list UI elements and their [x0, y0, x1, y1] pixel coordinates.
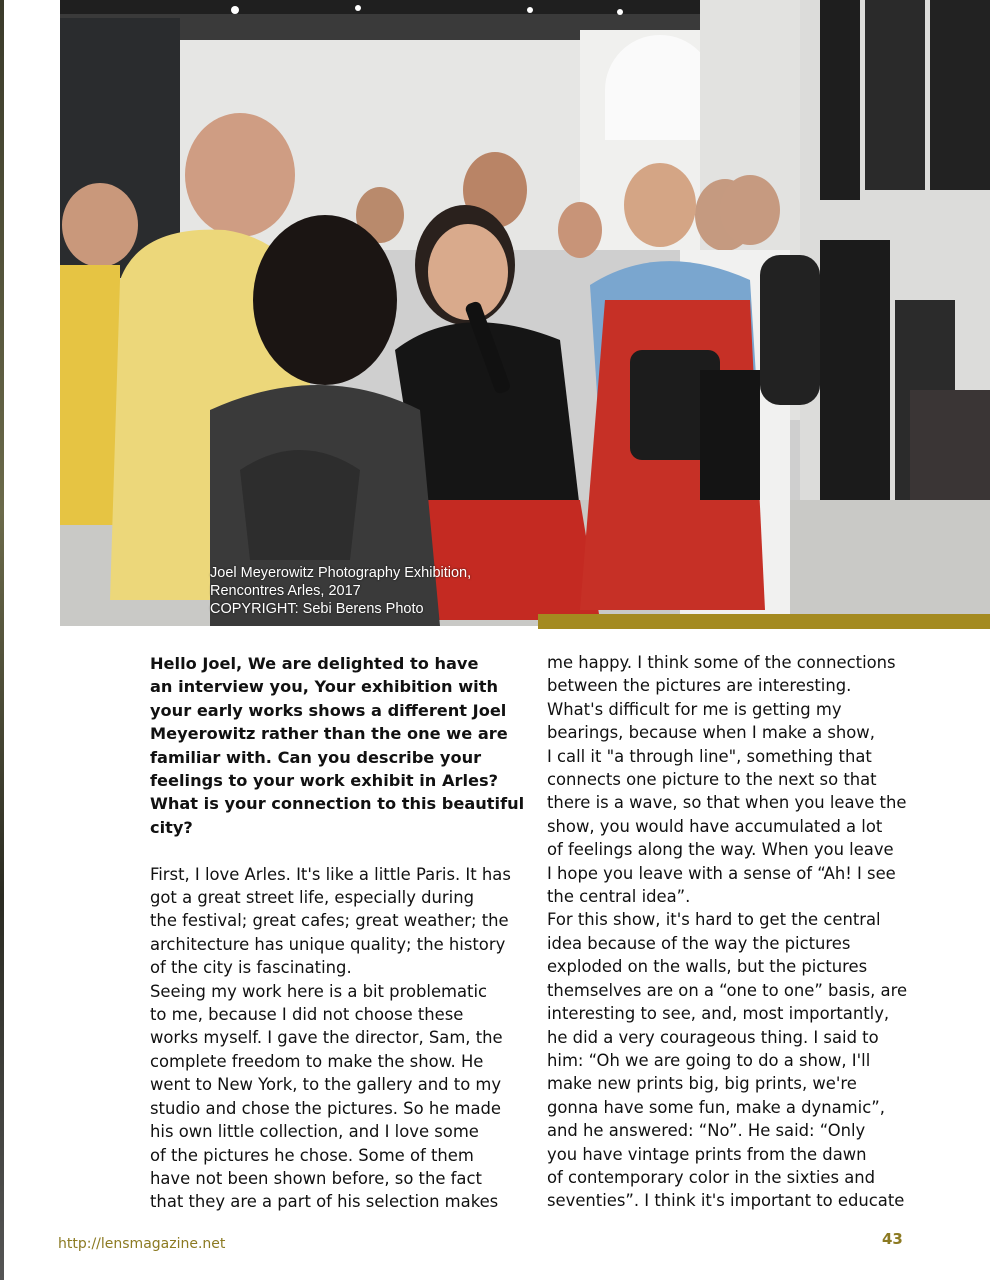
caption-line: Joel Meyerowitz Photography Exhibition,	[210, 565, 472, 581]
question-line: an interview you, Your exhibition with	[150, 677, 498, 697]
body-line: him: “Oh we are going to do a show, I'll	[547, 1050, 871, 1070]
page-number: 43	[882, 1230, 903, 1248]
answer-line: of the city is fascinating.	[150, 958, 352, 978]
body-line: I hope you leave with a sense of “Ah! I see	[547, 863, 896, 883]
answer-line: of the pictures he chose. Some of them	[150, 1145, 474, 1165]
question-line: Meyerowitz rather than the one we are	[150, 724, 508, 744]
body-line: and he answered: “No”. He said: “Only	[547, 1121, 866, 1141]
body-line: interesting to see, and, most importantly,	[547, 1004, 890, 1024]
body-line: connects one picture to the next so that	[547, 770, 877, 790]
body-line: themselves are on a “one to one” basis, are	[547, 980, 908, 1000]
question-line: feelings to your work exhibit in Arles?	[150, 771, 499, 791]
accent-bar	[538, 614, 990, 629]
body-line: gonna have some fun, make a dynamic”,	[547, 1097, 885, 1117]
body-line: show, you would have accumulated a lot	[547, 816, 883, 836]
question-line: Hello Joel, We are delighted to have	[150, 654, 479, 673]
answer-line: to me, because I did not choose these	[150, 1005, 464, 1025]
answer-line: his own little collection, and I love some	[150, 1122, 479, 1142]
body-line: exploded on the walls, but the pictures	[547, 957, 868, 977]
question-line: your early works shows a different Joel	[150, 700, 507, 720]
answer-line: have not been shown before, so the fact	[150, 1168, 482, 1188]
body-line: idea because of the way the pictures	[547, 933, 851, 953]
answer-line: architecture has unique quality; the history	[150, 934, 506, 954]
body-line: me happy. I think some of the connections	[547, 653, 896, 672]
answer-line: Seeing my work here is a bit problematic	[150, 981, 488, 1001]
body-line: he did a very courageous thing. I said to	[547, 1027, 879, 1047]
body-line: between the pictures are interesting.	[547, 676, 852, 696]
article-left-column	[150, 652, 530, 1214]
exhibition-photo	[60, 0, 990, 626]
answer-line: that they are a part of his selection makes	[150, 1192, 499, 1212]
body-line: seventies”. I think it's important to educate	[547, 1191, 905, 1211]
question-line: familiar with. Can you describe your	[150, 747, 482, 767]
body-line: of contemporary color in the sixties and	[547, 1167, 876, 1187]
body-line: For this show, it's hard to get the central	[547, 910, 881, 930]
article-right-column	[547, 651, 927, 1213]
interview-answer	[150, 863, 530, 1214]
answer-line: studio and chose the pictures. So he made	[150, 1098, 501, 1118]
answer-line: went to New York, to the gallery and to my	[150, 1075, 502, 1095]
answer-line: complete freedom to make the show. He	[150, 1051, 484, 1071]
answer-line: First, I love Arles. It's like a little Paris. It has	[150, 864, 511, 884]
question-line: What is your connection to this beautiful	[150, 794, 525, 814]
footer-url[interactable]: http://lensmagazine.net	[58, 1236, 226, 1252]
body-line: make new prints big, big prints, we're	[547, 1074, 857, 1094]
answer-line: the festival; great cafes; great weather; the	[150, 911, 509, 931]
answer-line: works myself. I gave the director, Sam, the	[150, 1028, 503, 1048]
photo-caption	[210, 564, 570, 618]
body-line: bearings, because when I make a show,	[547, 723, 875, 743]
page-edge-strip	[0, 0, 4, 1280]
body-line: What's difficult for me is getting my	[547, 699, 842, 719]
body-line: there is a wave, so that when you leave the	[547, 793, 907, 813]
caption-line: Rencontres Arles, 2017	[210, 583, 361, 599]
body-line: of feelings along the way. When you leave	[547, 840, 894, 860]
body-line: the central idea”.	[547, 887, 691, 907]
answer-line: got a great street life, especially during	[150, 888, 475, 908]
interview-question	[150, 652, 530, 839]
question-line: city?	[150, 817, 193, 837]
body-line: you have vintage prints from the dawn	[547, 1144, 867, 1164]
caption-line: COPYRIGHT: Sebi Berens Photo	[210, 601, 424, 617]
body-line: I call it "a through line", something that	[547, 746, 872, 766]
